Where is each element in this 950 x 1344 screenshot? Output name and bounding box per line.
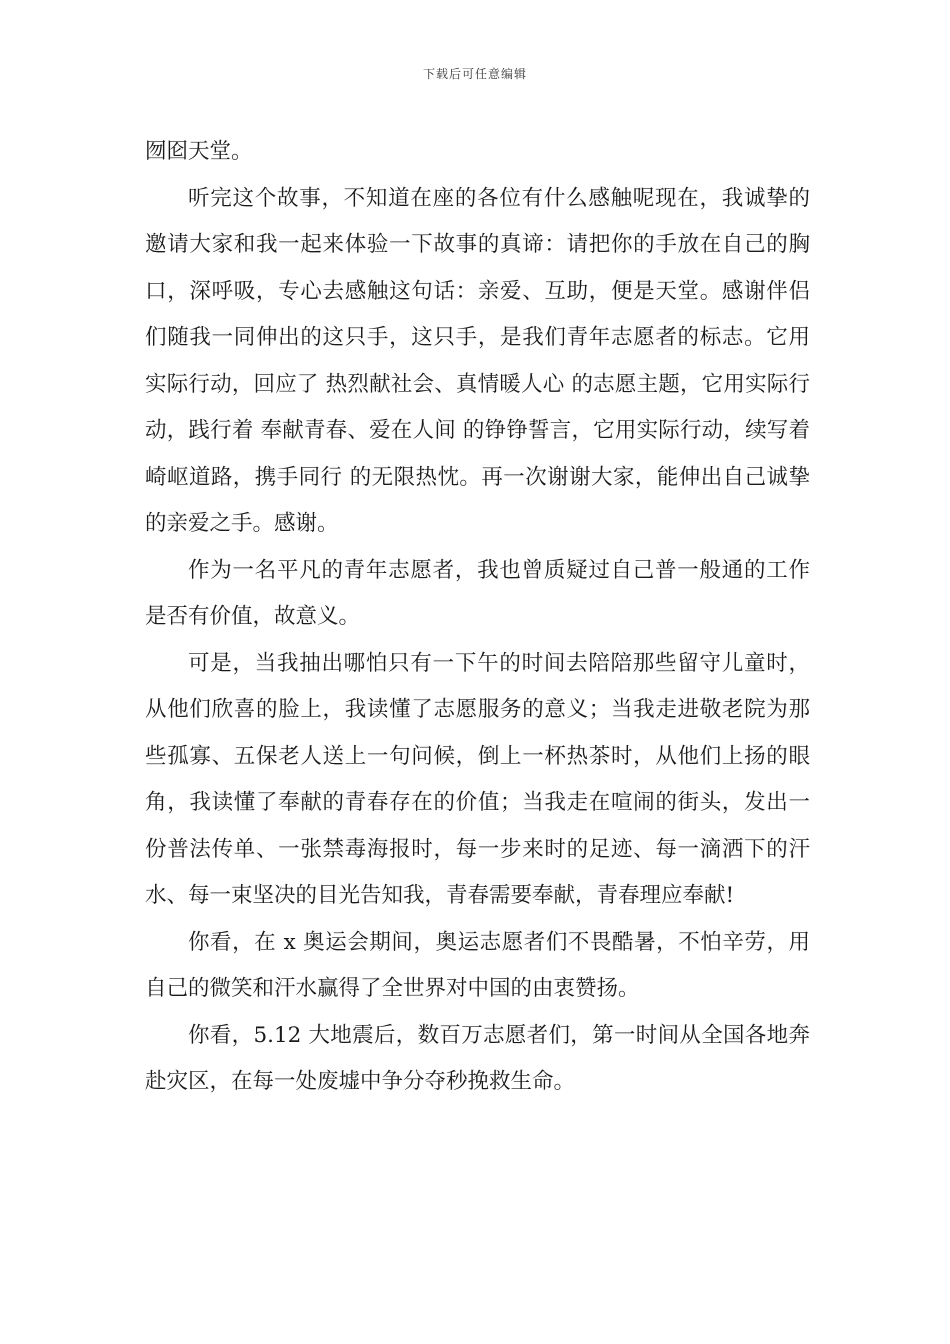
paragraph: 你看，在 x 奥运会期间，奥运志愿者们不畏酷暑，不怕辛劳，用自己的微笑和汗水赢得了全世界对中国的由衷赞扬。: [145, 929, 810, 1001]
paragraph: 可是，当我抽出哪怕只有一下午的时间去陪陪那些留守儿童时，从他们欣喜的脸上，我读懂了志愿服务的意义；当我走进敬老院为那些孤寡、五保老人送上一句问候，倒上一杯热茶时，从他们上扬的眼角，我读懂了奉献的青春存在的价值；当我走在喧闹的街头，发出一份普法传单、一张禁毒海报时，每一步来时的足迹、每一滴洒下的汗水、每一束坚决的目光告知我，青春需要奉献，青春理应奉献!: [145, 650, 810, 908]
paragraph-continuation: 囫囵天堂。: [145, 139, 253, 164]
paragraph: 听完这个故事，不知道在座的各位有什么感触呢现在，我诚挚的邀请大家和我一起来体验一下故事的真谛：请把你的手放在自己的胸口，深呼吸，专心去感触这句话：亲爱、互助，便是天堂。感谢伴侣们随我一同伸出的这只手，这只手，是我们青年志愿者的标志。它用实际行动，回应了 热烈献社会、真情暖人心 的志愿主题，它用实际行动，践行着 奉献青春、爱在人间 的铮铮誓言，它用实际行动，续写着 崎岖道路，携手同行 的无限热忱。再一次谢谢大家，能伸出自己诚挚的亲爱之手。感谢。: [145, 185, 810, 536]
paragraph: 作为一名平凡的青年志愿者，我也曾质疑过自己普一般通的工作是否有价值，故意义。: [145, 557, 810, 629]
paragraph: 你看，5.12 大地震后，数百万志愿者们，第一时间从全国各地奔赴灾区，在每一处废墟中争分夺秒挽救生命。: [145, 1022, 810, 1094]
page-header: 下载后可任意编辑: [422, 67, 527, 81]
document-body: [145, 129, 810, 1106]
